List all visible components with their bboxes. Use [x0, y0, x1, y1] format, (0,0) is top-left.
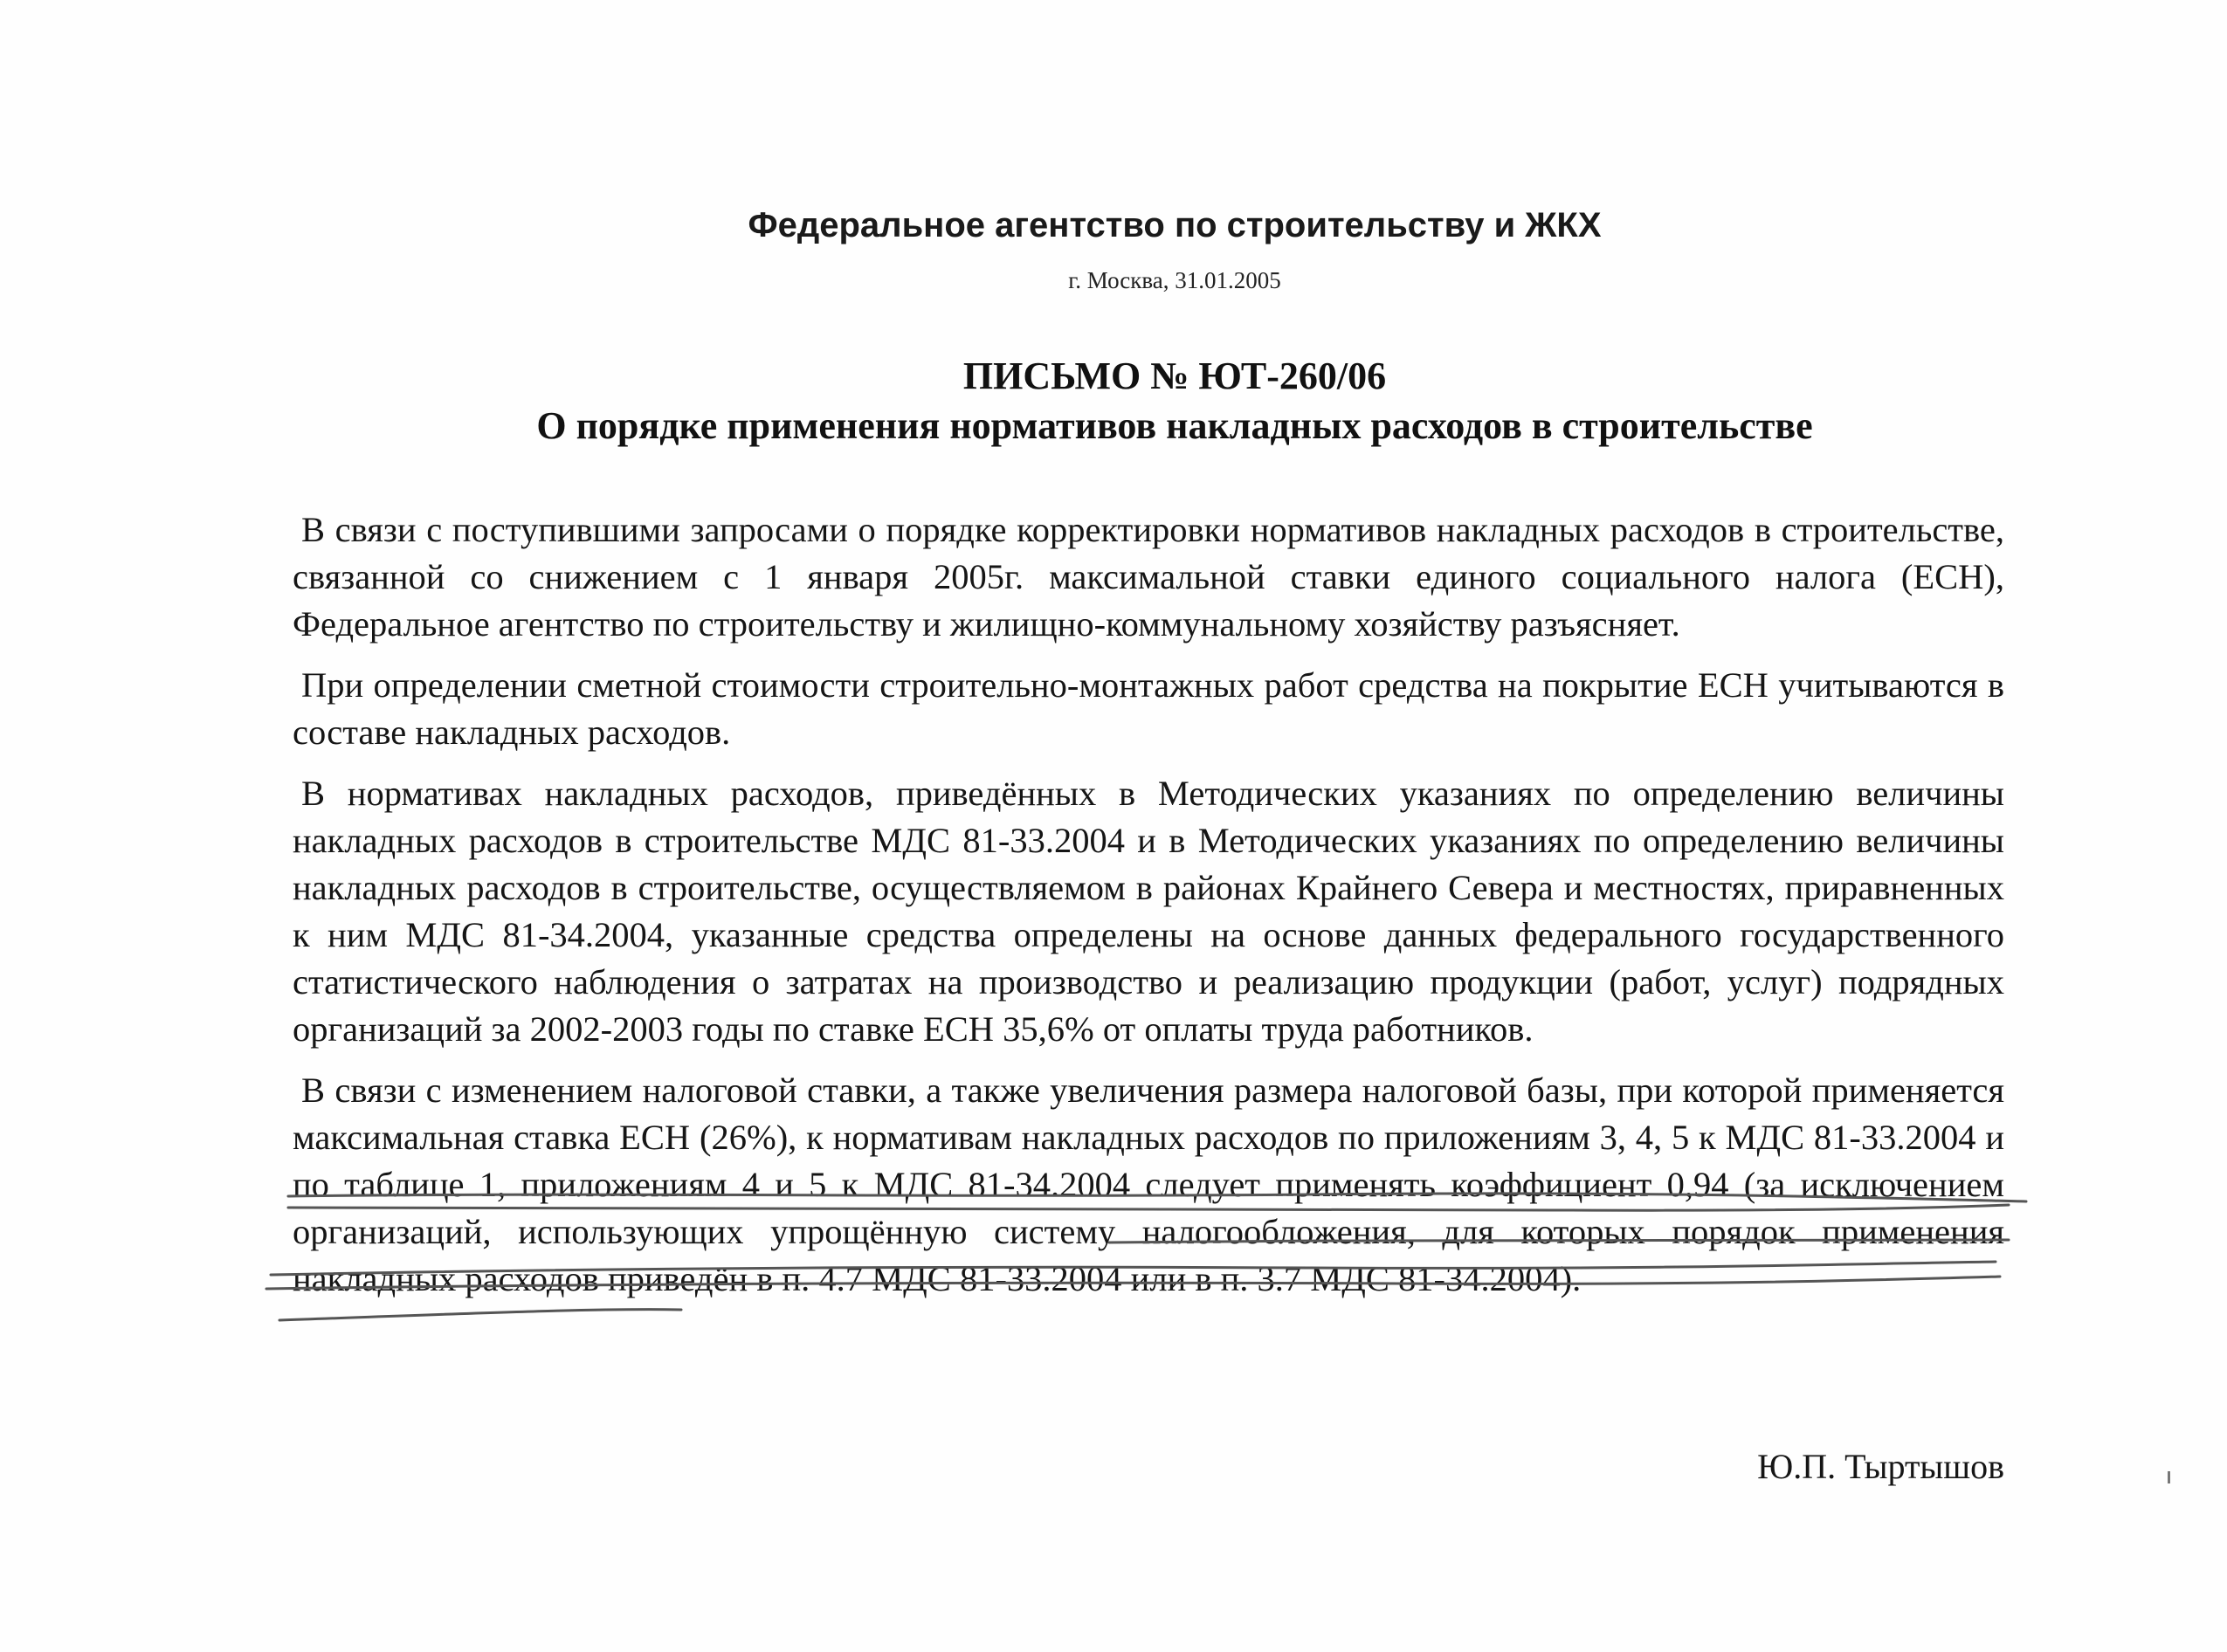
paragraph-1: В связи с поступившими запросами о порядке корректировки нормативов накладных расходов в строительстве, связанной со снижением с 1 января 2005г. максимальной ставки единого социального налога (ЕСН), Федеральное агентство по строительству и жилищно-коммунальному хозяйству разъясняет. [293, 510, 2004, 644]
paragraph-4: В связи с изменением налоговой ставки, а также увеличения размера налоговой базы, при которой применяется максимальная ставка ЕСН (26%), к нормативам накладных расходов по приложениям 3, 4, 5 к МДС 81-33.2004 и по таблице 1, приложениям 4 и 5 к МДС 81-34.2004 следует применять коэффициент 0,94 (за исключением организаций, использующих упрощённую систему налогообложения, для которых порядок применения накладных расходов приведён в п. 4.7 МДС 81-33.2004 или в п. 3.7 МДС 81-34.2004). [293, 1070, 2004, 1298]
scan-speck [2168, 1471, 2170, 1483]
letter-number: ПИСЬМО № ЮТ-260/06 [962, 354, 1387, 397]
paragraph-3: В нормативах накладных расходов, приведённых в Методических указаниях по определению величины накладных расходов в строительстве МДС 81-33.2004 и в Методических указаниях по определению величины накладных расходов в строительстве, осуществляемом в районах Крайнего Севера и местностях, приравненных к ним МДС 81-34.2004, указанные средства определены на основе данных федерального государственного статистического наблюдения о затратах на производство и реализацию продукции (работ, услуг) подрядных организаций за 2002-2003 годы по ставке ЕСН 35,6% от оплаты труда работников. [293, 774, 2004, 1049]
letter-body [293, 506, 2004, 1317]
place-and-date: г. Москва, 31.01.2005 [1068, 267, 1281, 293]
paragraph-2: При определении сметной стоимости строительно-монтажных работ средства на покрытие ЕСН учитываются в составе накладных расходов. [293, 665, 2004, 752]
letter-subject: О порядке применения нормативов накладных расходов в строительстве [536, 404, 1813, 447]
agency-header: Федеральное агентство по строительству и ЖКХ [748, 206, 1602, 244]
signature: Ю.П. Тыртышов [1757, 1447, 2004, 1486]
